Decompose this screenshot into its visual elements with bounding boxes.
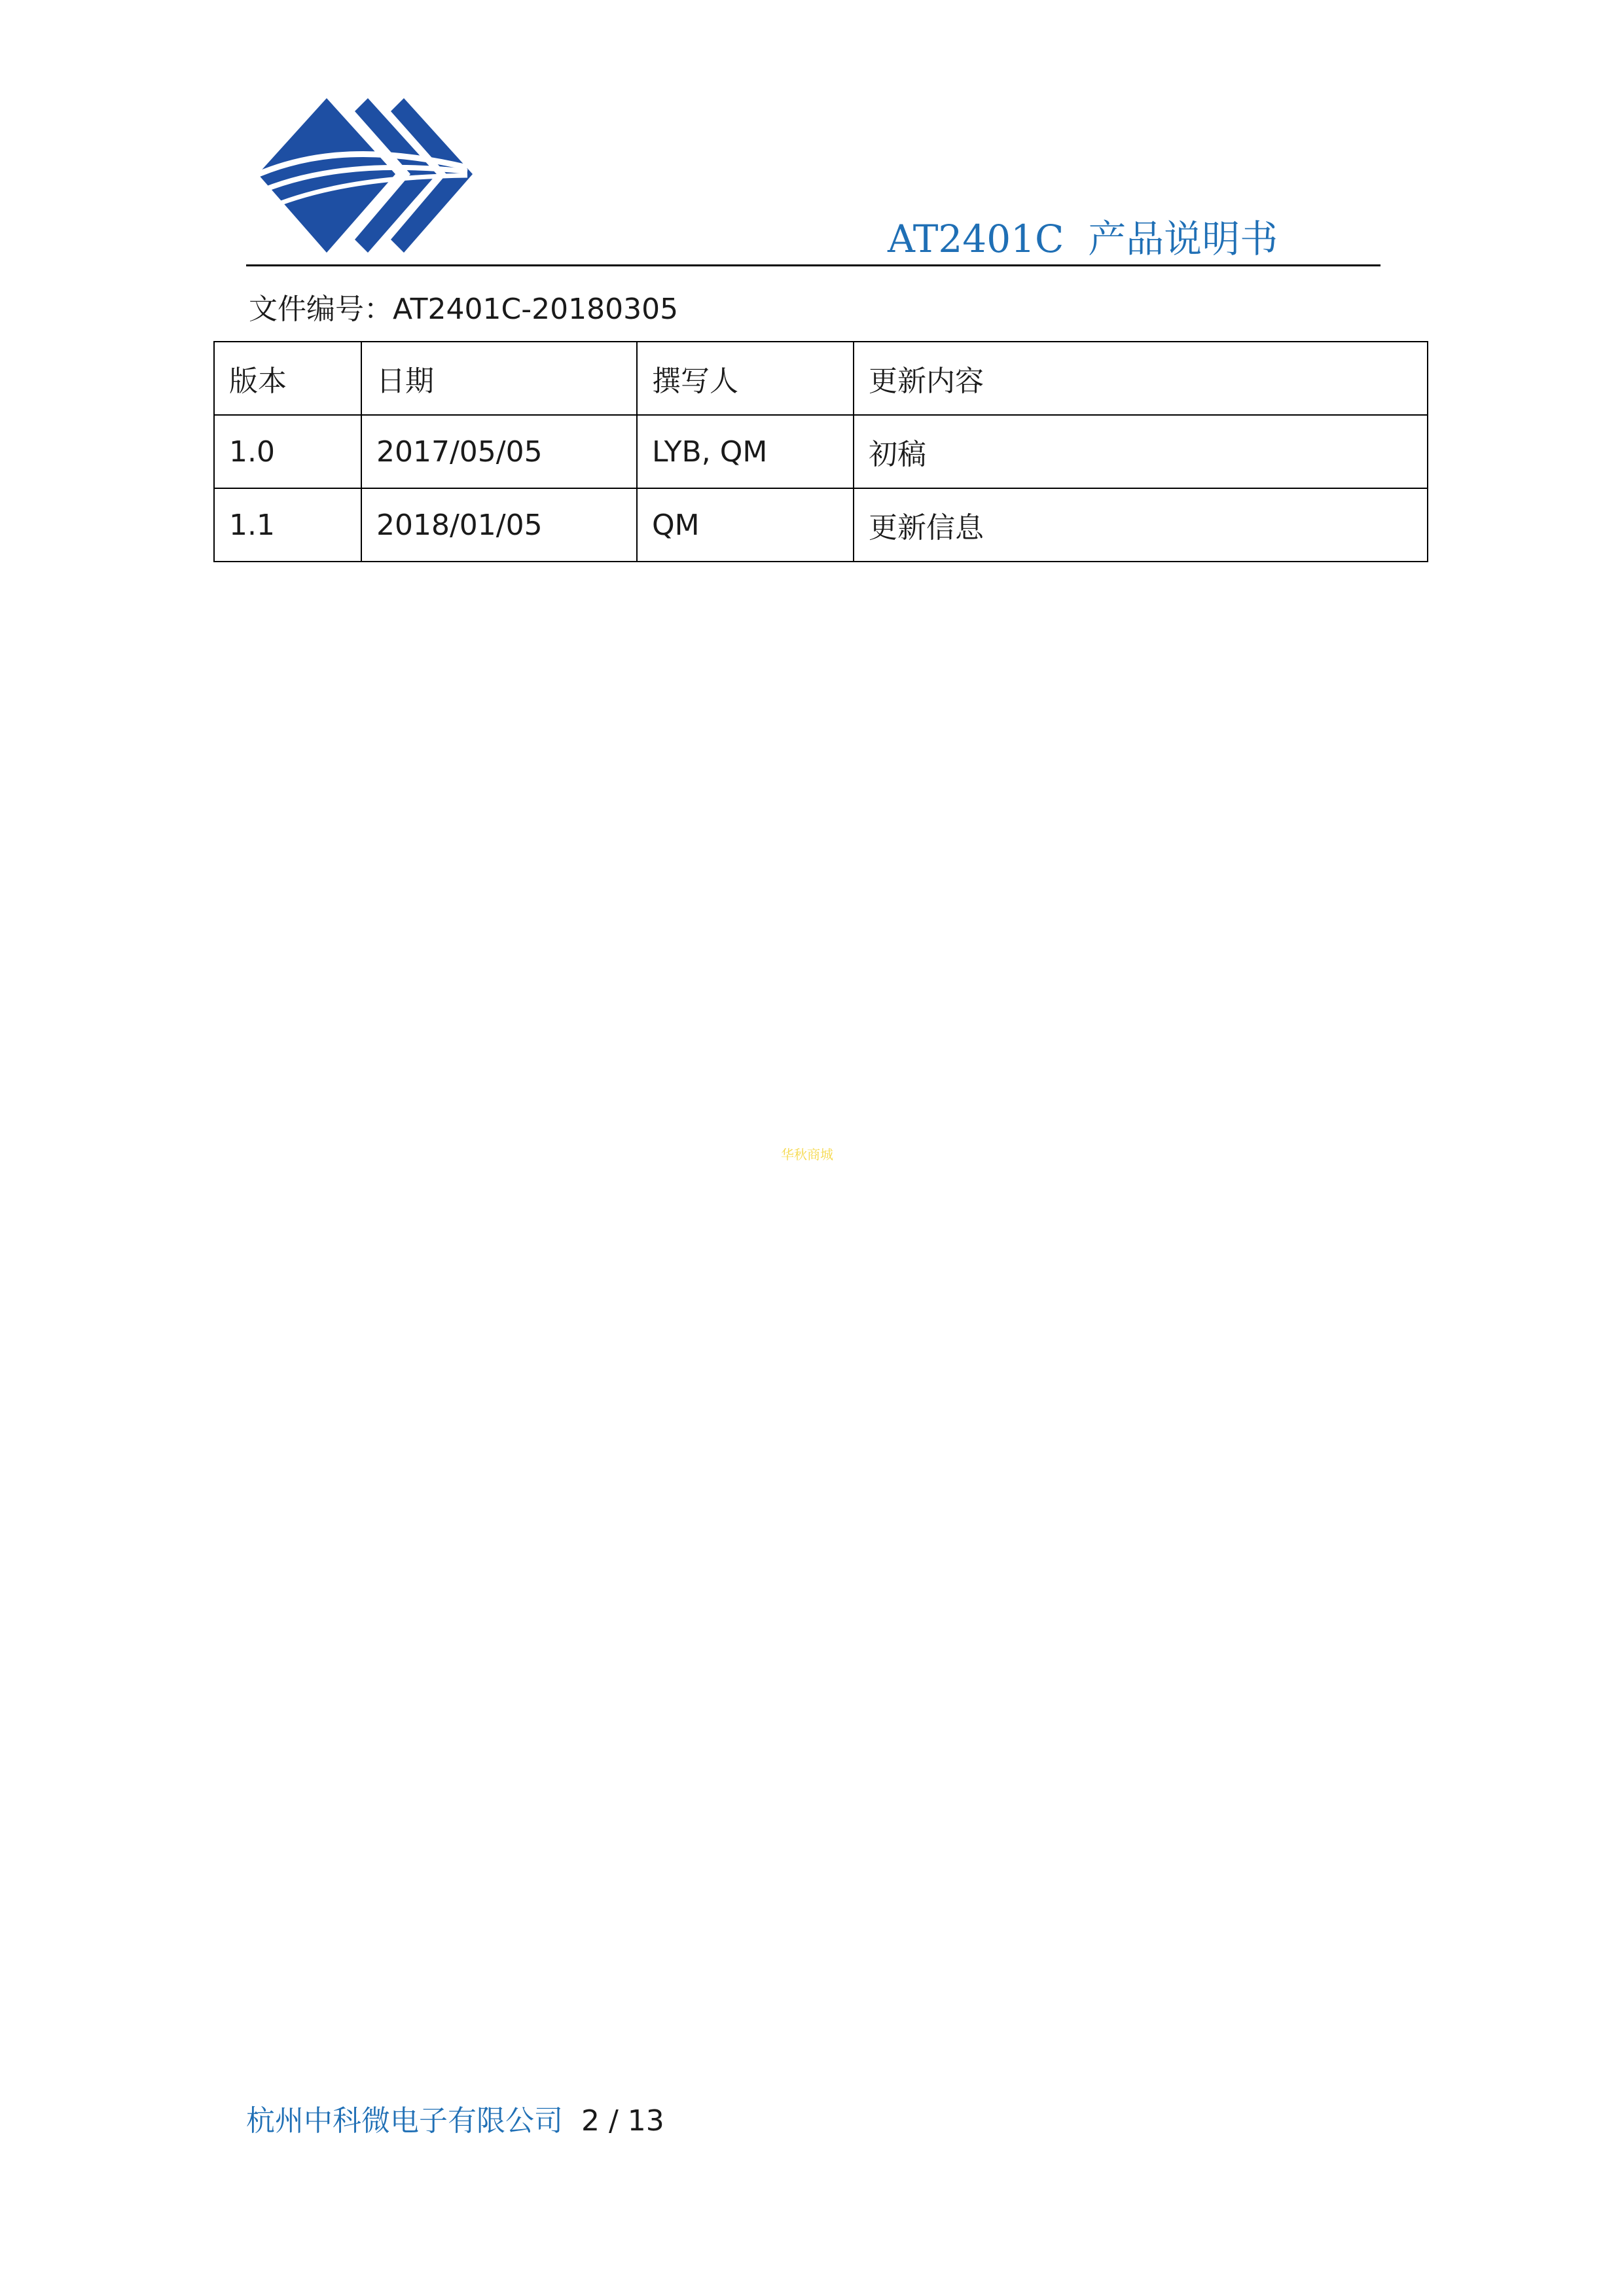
table-row (214, 488, 1428, 562)
cell-author: LYB, QM (637, 415, 854, 488)
page-header-title: AT2401C 产品说明书 (888, 217, 1278, 261)
header-cell-date: 日期 (361, 342, 637, 415)
footer-company-name: 杭州中科微电子有限公司 (246, 2104, 563, 2138)
revision-table (213, 341, 1428, 562)
header-divider (246, 264, 1380, 266)
page-number: 2 / 13 (581, 2104, 664, 2138)
table-row (214, 415, 1428, 488)
page-footer (246, 2097, 664, 2139)
header-cell-author: 撰写人 (637, 342, 854, 415)
cell-changes: 更新信息 (854, 488, 1428, 562)
cell-changes: 初稿 (854, 415, 1428, 488)
watermark-text: 华秋商城 (781, 1147, 833, 1162)
cell-date: 2018/01/05 (361, 488, 637, 562)
document-number: 文件编号：AT2401C-20180305 (249, 293, 679, 326)
cell-date: 2017/05/05 (361, 415, 637, 488)
header-cell-version: 版本 (214, 342, 361, 415)
cell-version: 1.1 (214, 488, 361, 562)
table-header-row (214, 342, 1428, 415)
cell-author: QM (637, 488, 854, 562)
company-logo (251, 97, 500, 254)
header-cell-changes: 更新内容 (854, 342, 1428, 415)
cell-version: 1.0 (214, 415, 361, 488)
